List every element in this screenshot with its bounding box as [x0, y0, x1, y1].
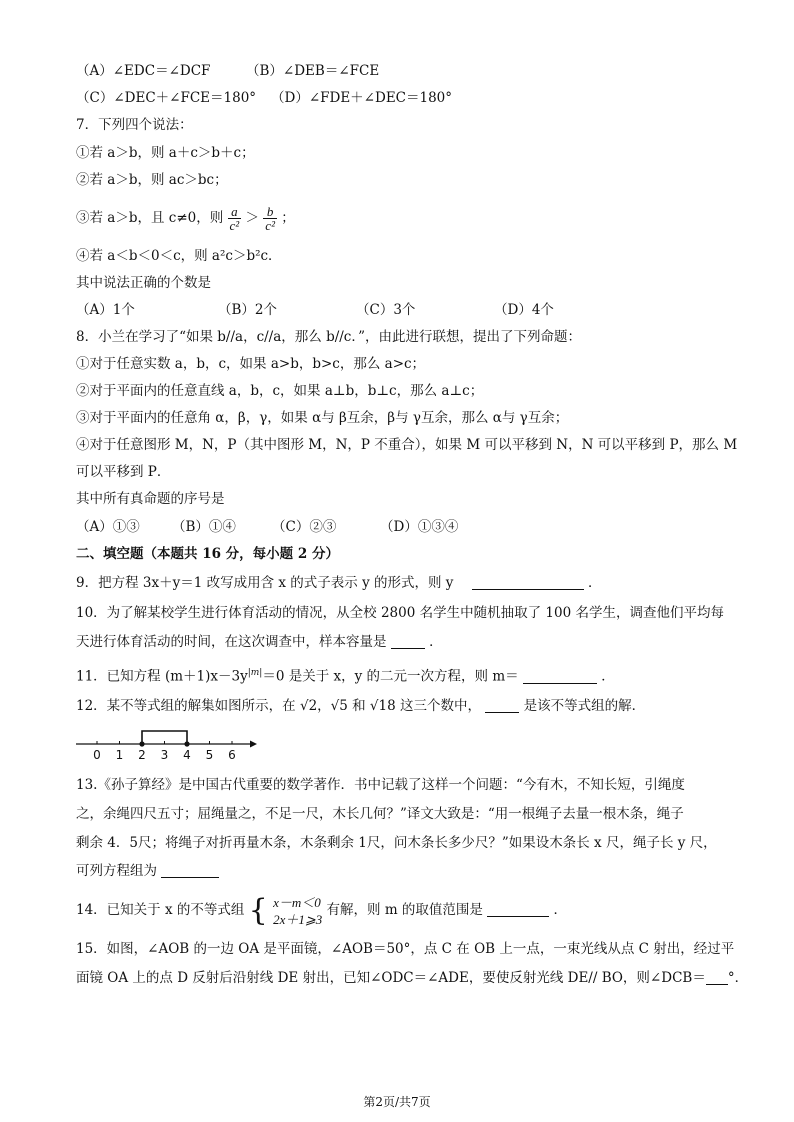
- number-line-figure: [70, 722, 260, 766]
- q9-end: ．: [588, 575, 602, 591]
- page-footer: 第2页/共7页: [363, 1095, 431, 1109]
- closed-endpoint-right: [184, 741, 189, 746]
- q13-line4: [76, 862, 219, 880]
- q13-line3: 剩余 4．5尺；将绳子对折再量木条，木条剩余 1尺，问木条长多少尺？”如果设木条长 x 尺，绳子长 y 尺，: [76, 835, 717, 851]
- q9-text: 9．把方程 3x＋y＝1 改写成用含 x 的式子表示 y 的形式，则 y: [76, 575, 454, 591]
- number-line-tick-label: 4: [183, 748, 191, 762]
- q7-statement-2: ②若 a＞b，则 ac＞bc；: [76, 172, 228, 188]
- q15-line1: 15．如图，∠AOB 的一边 OA 是平面镜，∠AOB＝50°，点 C 在 OB 上一点，一束光线从点 C 射出，经过平: [76, 941, 735, 957]
- q6-option-c: （C）∠DEC＋∠FCE＝180°: [76, 90, 257, 106]
- q12-answer-blank[interactable]: [485, 698, 519, 713]
- closed-endpoint-left: [139, 741, 144, 746]
- q7-s3-end: ；: [281, 210, 295, 226]
- q12: [76, 697, 645, 715]
- q8-ask: 其中所有真命题的序号是: [76, 491, 225, 507]
- q10-line1: 10．为了解某校学生进行体育活动的情况，从全校 2800 名学生中随机抽取了 100 名学生，调查他们平均每: [76, 605, 724, 621]
- number-line-tick-label: 3: [160, 748, 169, 762]
- q15-answer-blank[interactable]: [706, 970, 728, 985]
- q8-option-d: （D）①③④: [380, 519, 459, 535]
- q8-statement-2: ②对于平面内的任意直线 a，b，c，如果 a⊥b，b⊥c，那么 a⊥c；: [76, 383, 484, 399]
- section-heading: 二、填空题（本题共 16 分，每小题 2 分）: [76, 546, 339, 562]
- q7-s3-fraction-b: $\frac{b}{\text{c²}}$: [265, 204, 275, 233]
- q8-statement-4-line2: 可以平移到 P．: [76, 464, 171, 480]
- number-line-tick-label: 6: [228, 748, 236, 762]
- q11-exponent: |m|: [247, 668, 263, 678]
- q10-end: ．: [429, 634, 443, 650]
- q9-answer-blank[interactable]: [472, 575, 584, 590]
- q6-option-d: （D）∠FDE＋∠DEC＝180°: [271, 90, 453, 106]
- q12-text-2: 是该不等式组的解．: [523, 698, 646, 714]
- q6-option-b: （B）∠DEB＝∠FCE: [246, 63, 380, 79]
- q15-text: 面镜 OA 上的点 D 反射后沿射线 DE 射出，已知∠ODC＝∠ADE，要使反射光线 DE// BO，则∠DCB＝: [76, 970, 706, 986]
- q10-line2: [76, 633, 443, 651]
- q14-system: [273, 894, 322, 928]
- q11: [76, 664, 615, 686]
- q13-text: 可列方程组为: [76, 863, 157, 879]
- q14-answer-blank[interactable]: [487, 902, 549, 917]
- q13-answer-blank[interactable]: [161, 863, 219, 878]
- q7-statement-3: [76, 204, 295, 232]
- q11-answer-blank[interactable]: [523, 669, 597, 684]
- q14-end: ．: [553, 902, 568, 918]
- q7-stem: 7．下列四个说法：: [76, 117, 193, 133]
- q8-statement-4-line1: ④对于任意图形 M，N，P（其中图形 M，N，P 不重合），如果 M 可以平移到 N，N 可以平移到 P，那么 M: [76, 437, 738, 453]
- q7-option-b: （B）2个: [218, 302, 278, 318]
- q8-statement-1: ①对于任意实数 a，b，c，如果 a>b，b>c，那么 a>c；: [76, 356, 426, 372]
- q7-statement-4: ④若 a＜b＜0＜c，则 a²c＞b²c．: [76, 248, 282, 264]
- q10-answer-blank[interactable]: [391, 634, 425, 649]
- q14-text: 14．已知关于 x 的不等式组: [76, 902, 245, 918]
- q9: [76, 574, 602, 592]
- q11-end: ．: [601, 668, 615, 685]
- q7-ask: 其中说法正确的个数是: [76, 275, 211, 291]
- q7-s3-gt: ＞: [245, 210, 259, 226]
- q10-text: 天进行体育活动的时间，在这次调查中，样本容量是: [76, 634, 387, 650]
- q8-statement-3: ③对于平面内的任意角 α，β，γ，如果 α与 β互余，β与 γ互余，那么 α与 γ互余；: [76, 410, 569, 426]
- q14: [76, 890, 567, 930]
- number-line-arrow-icon: [250, 741, 257, 748]
- q7-statement-1: ①若 a＞b，则 a＋c＞b＋c；: [76, 145, 255, 161]
- q8-option-b: （B）①④: [172, 519, 236, 535]
- number-line-tick-label: 5: [205, 748, 214, 762]
- q7-option-d: （D）4个: [494, 302, 554, 318]
- q7-s3-text: ③若 a＞b，且 c≠0，则: [76, 210, 224, 226]
- q6-option-a: （A）∠EDC＝∠DCF: [76, 63, 211, 79]
- q15-end: °．: [727, 970, 749, 986]
- q7-option-a: （A）1个: [76, 302, 135, 318]
- q14-text-2: 有解，则 m 的取值范围是: [326, 902, 483, 918]
- q15-line2: [76, 969, 748, 987]
- q14-inequality-1: x－m＜0: [273, 894, 321, 910]
- number-line-tick-label: 1: [115, 748, 124, 762]
- q12-text: 12．某不等式组的解集如图所示，在 √2，√5 和 √18 这三个数中，: [76, 698, 482, 714]
- q14-inequality-2: 2x＋1⩾3: [273, 911, 323, 927]
- number-line-tick-label: 2: [138, 748, 146, 762]
- number-line-tick-label: 0: [93, 748, 101, 762]
- q11-text-2: ＝0 是关于 x，y 的二元一次方程，则 m＝: [262, 668, 519, 685]
- system-brace-icon: {: [248, 892, 268, 928]
- q6-options-row2: [76, 89, 453, 107]
- q7-s3-fraction-a: $\frac{a}{\text{c²}}$: [229, 204, 240, 233]
- q11-text: 11．已知方程 (m＋1)x－3y: [76, 668, 248, 685]
- q13-line1: 13.《孙子算经》是中国古代重要的数学著作．书中记载了这样一个问题：“今有木，不知长短，引绳度: [76, 777, 685, 793]
- q6-options-row1: [76, 62, 380, 80]
- q7-option-c: （C）3个: [356, 302, 416, 318]
- q13-line2: 之，余绳四尺五寸；屈绳量之，不足一尺，木长几何？”译文大致是：“用一根绳子去量一根木条，绳子: [76, 806, 684, 822]
- q8-option-a: （A）①③: [76, 519, 140, 535]
- q8-option-c: （C）②③: [272, 519, 337, 535]
- q8-stem: 8．小兰在学习了“如果 b//a，c//a，那么 b//c．”，由此进行联想，提出了下列命题：: [76, 329, 582, 345]
